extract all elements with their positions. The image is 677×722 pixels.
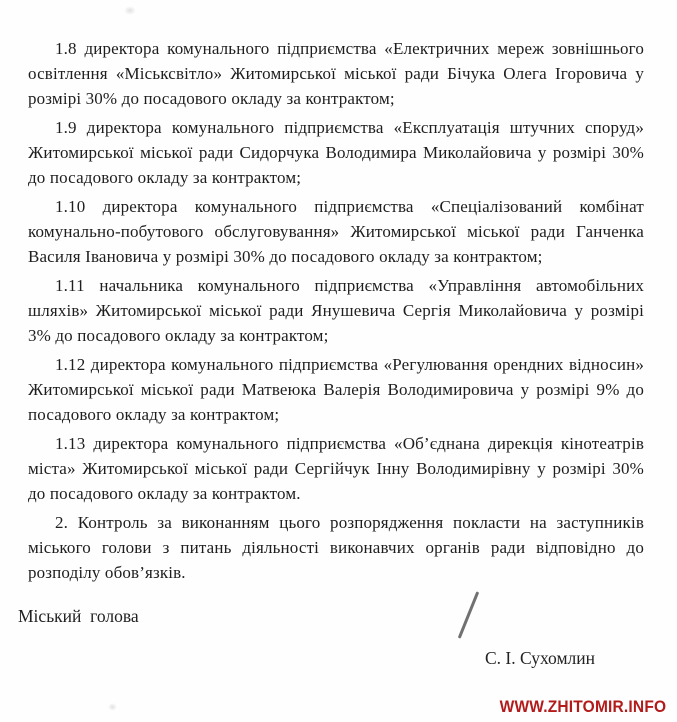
paragraph-1-11: 1.11 начальника комунального підприємства «Управління автомобільних шляхів» Житомирської міської ради Янушевича Сергія Миколайовича у розмірі 3% до посадового окладу за контрактом; — [28, 276, 644, 345]
pen-signature-stroke — [457, 591, 479, 638]
signature-row — [18, 606, 595, 690]
signature-name-text: С. І. Сухомлин — [484, 648, 595, 668]
signature-title: Міський голова — [18, 606, 139, 626]
signature-name — [459, 606, 595, 690]
scan-smudge-top — [124, 6, 136, 15]
paragraph-1-13: 1.13 директора комунального підприємства «Об’єднана дирекція кінотеатрів міста» Житомирської міської ради Сергійчук Інну Володимирівну у розмірі 30% до посадового окладу за контрактом. — [28, 434, 644, 503]
paragraph-1-8: 1.8 директора комунального підприємства «Електричних мереж зовнішнього освітлення «Міськсвітло» Житомирської міської ради Бічука Олега Ігоровича у розмірі 30% до посадового окладу за контрактом; — [28, 39, 644, 108]
paragraph-1-10: 1.10 директора комунального підприємства «Спеціалізований комбінат комунально-побутового обслуговування» Житомирської міської ради Ганченка Василя Івановича у розмірі 30% до посадового окладу за контрактом; — [28, 197, 644, 266]
paragraph-1-9: 1.9 директора комунального підприємства «Експлуатація штучних споруд» Житомирської міської ради Сидорчука Володимира Миколайовича у розмірі 30% до посадового окладу за контрактом; — [28, 118, 644, 187]
paragraph-1-12: 1.12 директора комунального підприємства «Регулювання орендних відносин» Житомирської міської ради Матвеюка Валерія Володимировича у розмірі 9% до посадового окладу за контрактом; — [28, 355, 644, 424]
site-watermark: WWW.ZHITOMIR.INFO — [499, 698, 666, 716]
scan-smudge-bottom — [108, 703, 117, 711]
document-body — [28, 36, 644, 589]
paragraph-2-control: 2. Контроль за виконанням цього розпорядження покласти на заступників міського голови з питань діяльності виконавчих органів ради відповідно до розподілу обов’язків. — [28, 513, 644, 582]
